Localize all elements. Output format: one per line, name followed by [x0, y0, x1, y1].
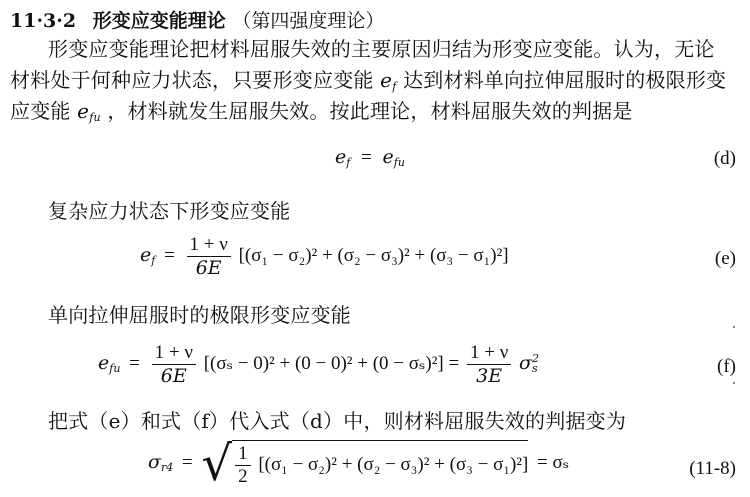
intro-line-2-a: 材料处于何种应力状态，只要形变应变能 — [10, 68, 374, 92]
intro-line-1: 形变应变能理论把材料屈服失效的主要原因归结为形变应变能。认为，无论 — [48, 37, 715, 61]
section-subtitle: （第四强度理论） — [232, 10, 385, 32]
symbol-efu: $e_{fu}$ — [77, 99, 101, 124]
intro-line-2-b: 达到材料单向拉伸屈服时的极限形变 — [403, 68, 727, 92]
equation-11-8: $\sigma_{r4}$ = √ $\frac{1}{2}$ [(σ₁ − σ₂)² + (σ₂ − σ₃)² + (σ₃ − σ₁)²] = σₛ — [148, 436, 570, 492]
section-number: 11·3·2 — [10, 10, 77, 32]
scan-dot — [733, 326, 735, 328]
intro-line-3-a: 应变能 — [10, 99, 71, 123]
scan-dot — [733, 382, 735, 384]
sigma-r4: $\sigma_{r4}$ — [148, 451, 174, 475]
equation-11-8-tag: (11-8) — [689, 458, 736, 479]
symbol-ef: $e_f$ — [380, 68, 397, 93]
text-uniaxial: 单向拉伸屈服时的极限形变应变能 — [48, 303, 351, 327]
equation-e: $e_f$ = $\frac{1 + \nu}{6E}$ [(σ₁ − σ₂)² + (σ₂ − σ₃)² + (σ₃ − σ₁)²] — [140, 234, 509, 279]
intro-line-3-b: ，材料就发生屈服失效。按此理论，材料屈服失效的判据是 — [107, 99, 633, 123]
section-heading — [10, 6, 384, 33]
text-complex-stress: 复杂应力状态下形变应变能 — [48, 199, 291, 223]
equation-e-tag: (e) — [714, 248, 736, 269]
section-title: 形变应变能理论 — [92, 10, 226, 32]
square-root: √ $\frac{1}{2}$ [(σ₁ − σ₂)² + (σ₂ − σ₃)² + (σ₃ − σ₁)²] — [201, 436, 529, 492]
text-substitute: 把式（e）和式（f）代入式（d）中，则材料屈服失效的判据变为 — [48, 409, 627, 433]
equation-d: $e_f = e_{fu}$ — [335, 146, 405, 169]
equation-f: $e_{fu}$ = $\frac{1 + \nu}{6E}$ [(σₛ − 0)² + (0 − 0)² + (0 − σₛ)²] = $\frac{1 + \nu}{3E}$ $\sigma^2_s$ — [98, 342, 540, 387]
equation-d-tag: (d) — [713, 148, 736, 169]
equation-f-tag: (f) — [717, 356, 736, 377]
intro-line-3 — [10, 96, 633, 133]
